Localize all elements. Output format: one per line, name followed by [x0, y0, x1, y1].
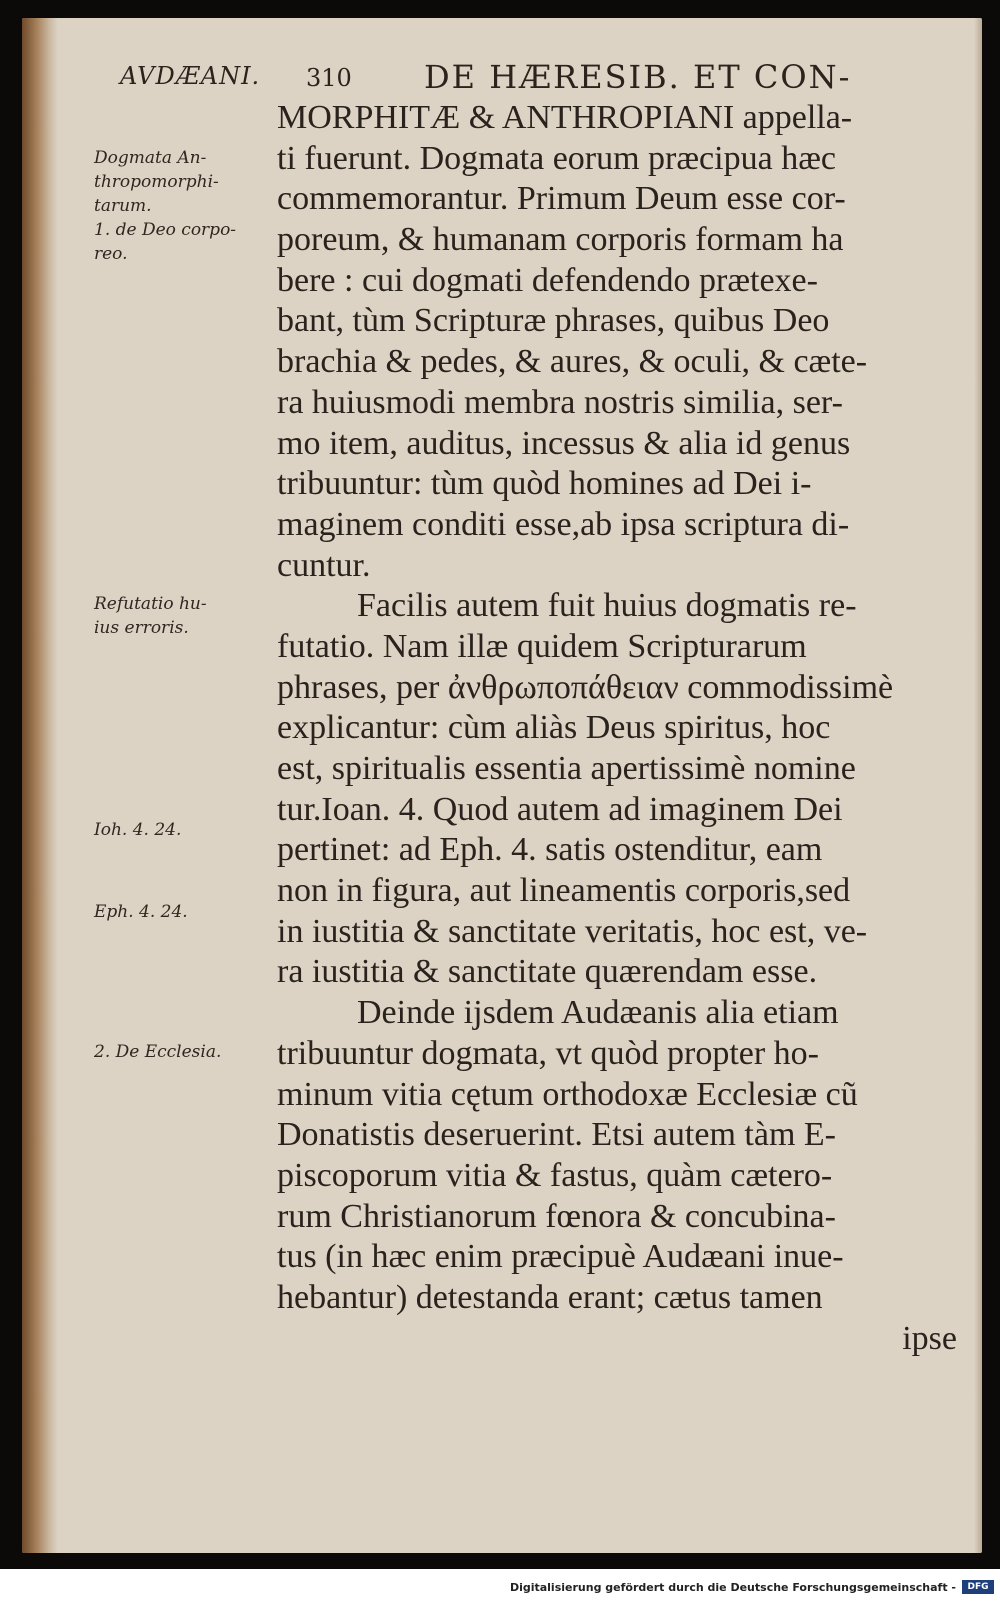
text-line: minum vitia cętum orthodoxæ Ecclesiæ cũ: [277, 1075, 858, 1113]
funding-credit: Digitalisierung gefördert durch die Deutsche Forschungsgemeinschaft -: [509, 1581, 956, 1594]
dfg-logo: DFG: [962, 1580, 994, 1594]
text-line: est, spiritualis essentia apertissimè nomine: [277, 750, 856, 787]
page-header: [94, 56, 942, 96]
text-line: bant, tùm Scripturæ phrases, quibus Deo: [277, 302, 830, 340]
text-line: Deinde ijsdem Audæanis alia etiam: [357, 994, 839, 1032]
text-line: ra huiusmodi membra nostris similia, ser-: [277, 383, 843, 421]
text-line: rum Christianorum fœnora & concubina-: [277, 1197, 836, 1235]
running-title: DE HÆRESIB. ET CON-: [424, 58, 852, 96]
catchword: ipse: [902, 1319, 957, 1357]
text-line: non in figura, aut lineamentis corporis,sed: [277, 872, 851, 910]
text-line: Facilis autem fuit huius dogmatis re-: [357, 587, 857, 625]
text-line: hebantur) detestanda erant; cætus tamen: [277, 1278, 823, 1316]
text-line: pertinet: ad Eph. 4. satis ostenditur, eam: [277, 831, 823, 869]
digitization-footer: [0, 1569, 1000, 1605]
margin-note-ioh: Ioh. 4. 24.: [94, 820, 182, 840]
margin-note-eph: Eph. 4. 24.: [94, 902, 188, 922]
text-line: ra iustitia & sanctitate quærendam esse.: [277, 953, 818, 991]
text-line: maginem conditi esse,ab ipsa scriptura di-: [277, 505, 850, 543]
main-text-block: [277, 98, 957, 1359]
book-spine-shadow: [22, 18, 58, 1553]
text-line: tur.Ioan. 4. Quod autem ad imaginem Dei: [277, 790, 843, 828]
text-line: MORPHITÆ & ANTHROPIANI appella-: [277, 99, 853, 136]
text-line: tus (in hæc enim præcipuè Audæani inue-: [277, 1238, 844, 1276]
text-line: Donatistis deseruerint. Etsi autem tàm E-: [277, 1116, 836, 1154]
text-line: poreum, & humanam corporis formam ha: [277, 221, 844, 259]
text-line: ti fuerunt. Dogmata eorum præcipua hæc: [277, 139, 836, 177]
margin-note-ecclesia: 2. De Ecclesia.: [94, 1042, 222, 1062]
text-line: mo item, auditus, incessus & alia id genus: [277, 424, 851, 462]
book-page: [22, 18, 982, 1553]
page-number: 310: [306, 64, 352, 92]
text-line: phrases, per ἀνθρωποπάθειαν commodissimè: [277, 668, 894, 706]
text-line: futatio. Nam illæ quidem Scripturarum: [277, 627, 807, 665]
page-edge: [974, 18, 982, 1553]
text-line: brachia & pedes, & aures, & oculi, & cæte-: [277, 343, 868, 381]
text-line: commemorantur. Primum Deum esse cor-: [277, 180, 846, 218]
text-line: in iustitia & sanctitate veritatis, hoc est, ve-: [277, 912, 868, 950]
margin-note-refutatio: Refutatio hu- ius erroris.: [94, 594, 207, 638]
text-line: bere : cui dogmati defendendo prætexe-: [277, 261, 818, 299]
margin-note-dogmata: Dogmata An- thropomorphi- tarum. 1. de Deo corpo- reo.: [94, 148, 237, 264]
running-head-left: AVDÆANI.: [120, 62, 261, 90]
text-line: tribuuntur: tùm quòd homines ad Dei i-: [277, 465, 812, 503]
text-line: cuntur.: [277, 546, 371, 584]
text-line: tribuuntur dogmata, vt quòd propter ho-: [277, 1034, 820, 1072]
text-line: explicantur: cùm aliàs Deus spiritus, hoc: [277, 709, 831, 747]
text-line: piscoporum vitia & fastus, quàm cætero-: [277, 1156, 833, 1194]
